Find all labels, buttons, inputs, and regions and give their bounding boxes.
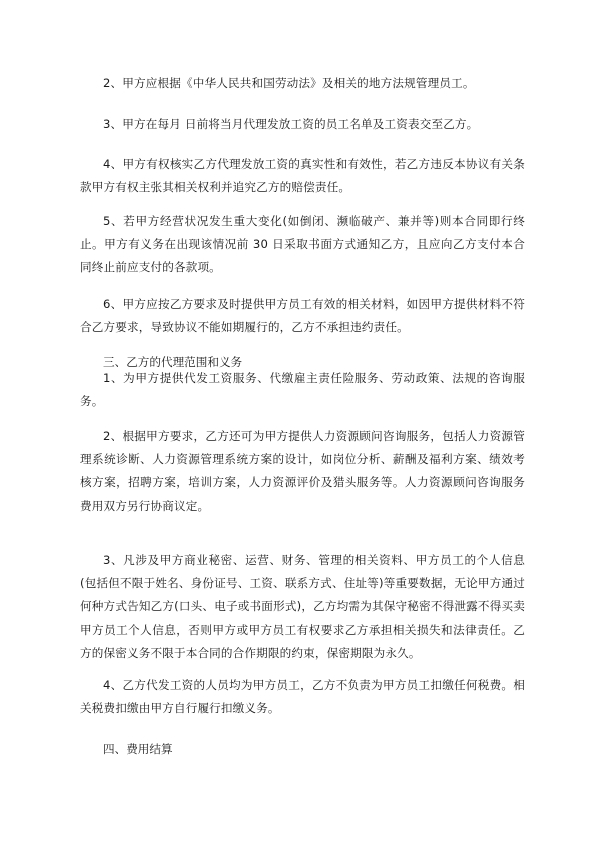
section-heading-4: 四、费用结算: [103, 742, 173, 756]
clause-b-1: 1、为甲方提供代发工资服务、代缴雇主责任险服务、劳动政策、法规的咨询服务。: [80, 371, 525, 409]
clause-a-6: 6、甲方应按乙方要求及时提供甲方员工有效的相关材料，如因甲方提供材料不符合乙方要求，导致协议不能如期履行的，乙方不承担违约责任。: [80, 297, 525, 335]
clause-b-4: 4、乙方代发工资的人员均为甲方员工，乙方不负责为甲方员工扣缴任何税费。相关税费扣缴由甲方自行履行扣缴义务。: [80, 678, 525, 716]
clause-a-4: 4、甲方有权核实乙方代理发放工资的真实性和有效性，若乙方违反本协议有关条款甲方有权主张其相关权利并追究乙方的赔偿责任。: [80, 157, 525, 195]
clause-b-3: 3、凡涉及甲方商业秘密、运营、财务、管理的相关资料、甲方员工的个人信息(包括但不限于姓名、身份证号、工资、联系方式、住址等)等重要数据，无论甲方通过何种方式告知乙方(口头、电子或书面形式)，乙方均需为其保守秘密不得泄露不得买卖甲方员工个人信息，否则甲方或甲方员工有权要求乙方承担相关损失和法律责任。乙方的保密义务不限于本合同的合作期限的约束，保密期限为永久。: [80, 553, 525, 660]
clause-a-2: 2、甲方应根据《中华人民共和国劳动法》及相关的地方法规管理员工。: [103, 76, 475, 90]
clause-b-2: 2、根据甲方要求，乙方还可为甲方提供人力资源顾问咨询服务，包括人力资源管理系统诊断、人力资源管理系统方案的设计，如岗位分析、薪酬及福利方案、绩效考核方案，招聘方案，培训方案，人力资源评价及猎头服务等。人力资源顾问咨询服务费用双方另行协商议定。: [80, 429, 525, 513]
clause-a-3: 3、甲方在每月 日前将当月代理发放工资的员工名单及工资表交至乙方。: [103, 117, 479, 131]
section-heading-3: 三、乙方的代理范围和义务: [103, 355, 243, 369]
clause-a-5: 5、若甲方经营状况发生重大变化(如倒闭、濒临破产、兼并等)则本合同即行终止。甲方有义务在出现该情况前 30 日采取书面方式通知乙方，且应向乙方支付本合同终止前应支付的各款项。: [80, 214, 525, 275]
